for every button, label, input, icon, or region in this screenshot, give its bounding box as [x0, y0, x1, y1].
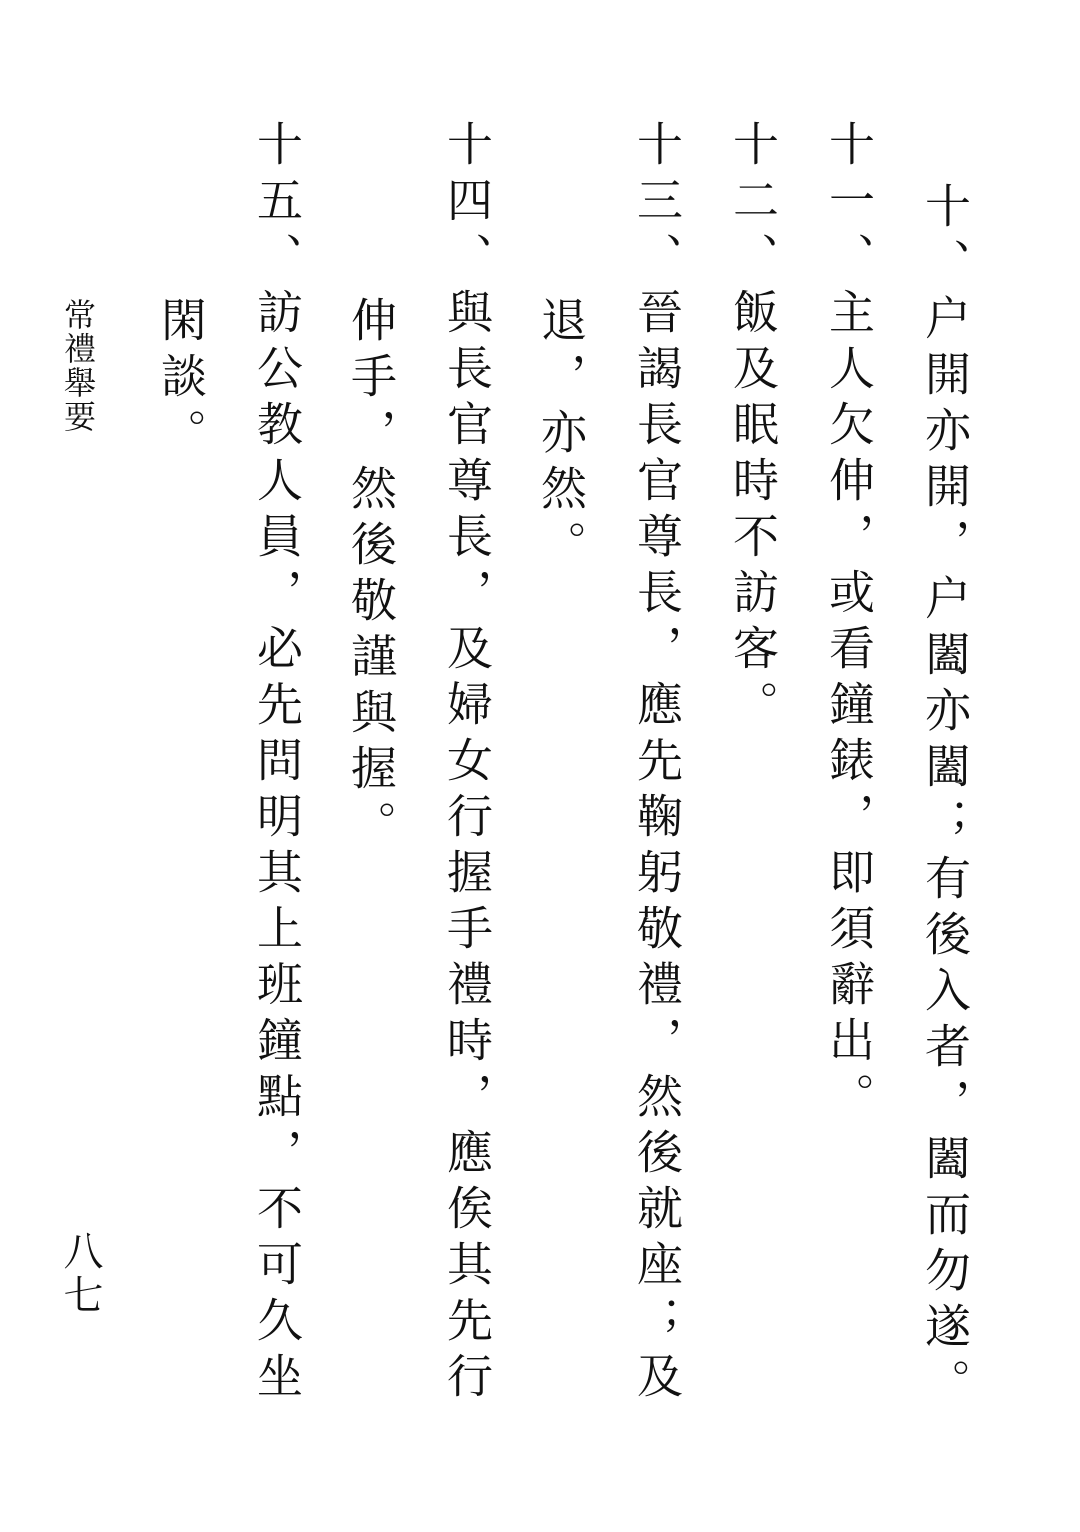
text-column-rule-15: 十五、訪公教人員，必先問明其上班鐘點，不可久坐	[250, 120, 304, 1408]
text-column-rule-14-continued: 伸手，然後敬謹與握。	[344, 296, 398, 856]
text-column-rule-13-continued: 退，亦然。	[534, 296, 588, 576]
text-column-rule-13: 十三、晉謁長官尊長，應先鞠躬敬禮，然後就座；及	[630, 120, 684, 1408]
text-column-rule-15-continued: 閑談。	[154, 296, 208, 464]
text-column-rule-11: 十一、主人欠伸，或看鐘錶，即須辭出。	[822, 120, 876, 1128]
text-column-rule-14: 十四、與長官尊長，及婦女行握手禮時，應俟其先行	[440, 120, 494, 1408]
text-column-rule-12: 十二、飯及眠時不訪客。	[726, 120, 780, 736]
text-column-rule-10: 十、户開亦開，户闔亦闔；有後入者，闔而勿遂。	[918, 182, 972, 1414]
page-number: 八七	[57, 1230, 103, 1318]
running-title: 常禮舉要	[59, 298, 97, 434]
